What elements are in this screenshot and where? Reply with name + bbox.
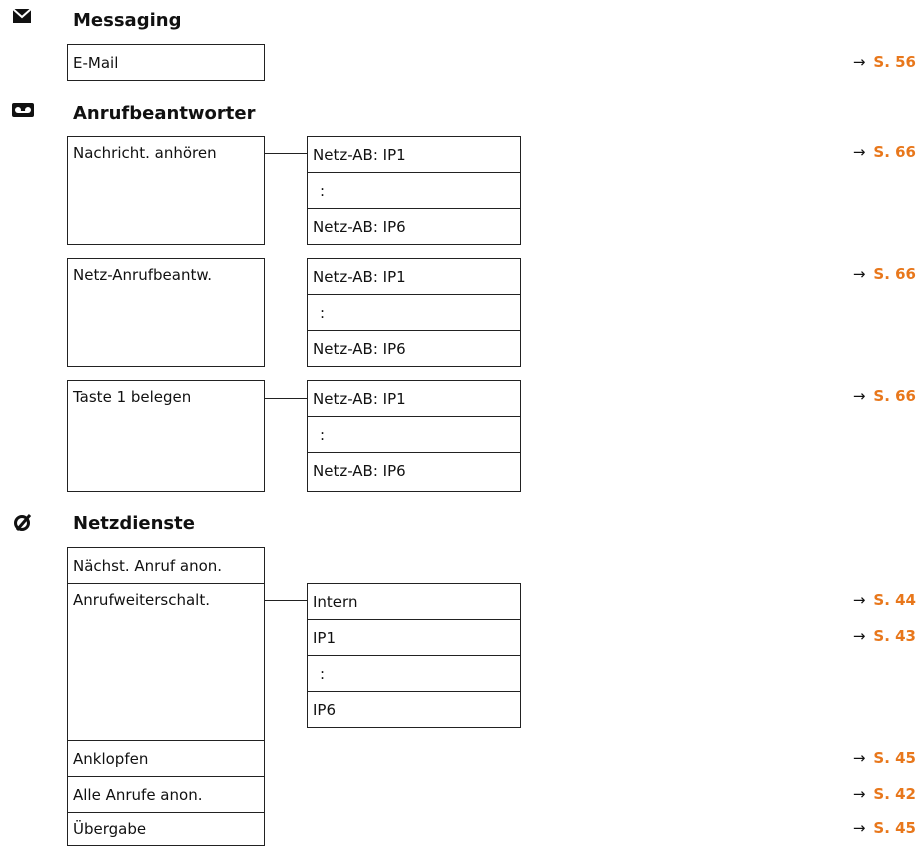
submenu-item[interactable]: Netz-AB: IP1 bbox=[307, 136, 521, 173]
messaging-title: Messaging bbox=[73, 10, 182, 31]
submenu-item-ip6[interactable]: IP6 bbox=[307, 691, 521, 728]
arrow-icon: → bbox=[852, 819, 866, 837]
menu-item-anklopfen[interactable]: Anklopfen bbox=[67, 740, 265, 777]
ab-title: Anrufbeantworter bbox=[73, 103, 256, 124]
menu-item-uebergabe[interactable]: Übergabe bbox=[67, 812, 265, 846]
menu-item-label: Netz-Anrufbeantw. bbox=[73, 266, 212, 284]
submenu-item[interactable]: Netz-AB: IP6 bbox=[307, 330, 521, 367]
menu-item-email-label: E-Mail bbox=[73, 54, 119, 72]
arrow-icon: → bbox=[852, 749, 866, 767]
arrow-icon: → bbox=[852, 785, 866, 803]
menu-item-anrufweiterschalt[interactable] bbox=[67, 583, 265, 741]
menu-item-netz-anrufbeantw[interactable] bbox=[67, 258, 265, 367]
netz-title: Netzdienste bbox=[73, 513, 195, 534]
submenu-item[interactable]: Netz-AB: IP1 bbox=[307, 380, 521, 417]
arrow-icon: → bbox=[852, 387, 866, 405]
page-ref-uebergabe[interactable]: → S. 45 bbox=[852, 819, 916, 837]
submenu-ellipsis: : bbox=[307, 294, 521, 331]
page-ref-ip1[interactable]: → S. 43 bbox=[852, 627, 916, 645]
voicemail-icon bbox=[12, 102, 34, 121]
arrow-icon: → bbox=[852, 591, 866, 609]
menu-item-alle-anrufe-anon[interactable]: Alle Anrufe anon. bbox=[67, 776, 265, 813]
menu-item-naechst-anruf-anon[interactable]: Nächst. Anruf anon. bbox=[67, 547, 265, 584]
submenu-item[interactable]: Netz-AB: IP6 bbox=[307, 208, 521, 245]
network-service-icon bbox=[13, 512, 33, 536]
page-ref-nachricht-anhoeren[interactable]: → S. 66 bbox=[852, 143, 916, 161]
page-ref-email[interactable]: → S. 56 bbox=[852, 53, 916, 71]
menu-item-label: Anrufweiterschalt. bbox=[73, 591, 210, 609]
page-ref-taste-1-belegen[interactable]: → S. 66 bbox=[852, 387, 916, 405]
menu-item-email[interactable] bbox=[67, 44, 265, 81]
submenu-ellipsis: : bbox=[307, 172, 521, 209]
connector-line bbox=[265, 600, 308, 601]
arrow-icon: → bbox=[852, 627, 866, 645]
arrow-icon: → bbox=[852, 53, 866, 71]
submenu-ellipsis: : bbox=[307, 655, 521, 692]
submenu-item-intern[interactable]: Intern bbox=[307, 583, 521, 620]
page-ref-netz-anrufbeantw[interactable]: → S. 66 bbox=[852, 265, 916, 283]
submenu-ellipsis: : bbox=[307, 416, 521, 453]
menu-item-taste-1-belegen[interactable] bbox=[67, 380, 265, 492]
submenu-item[interactable]: Netz-AB: IP1 bbox=[307, 258, 521, 295]
menu-item-nachricht-anhoeren[interactable] bbox=[67, 136, 265, 245]
envelope-icon bbox=[12, 8, 32, 28]
menu-item-label: Nachricht. anhören bbox=[73, 144, 217, 162]
page-ref-alle-anrufe-anon[interactable]: → S. 42 bbox=[852, 785, 916, 803]
submenu-item[interactable]: Netz-AB: IP6 bbox=[307, 452, 521, 492]
arrow-icon: → bbox=[852, 143, 866, 161]
arrow-icon: → bbox=[852, 265, 866, 283]
submenu-item-ip1[interactable]: IP1 bbox=[307, 619, 521, 656]
connector-line bbox=[265, 153, 308, 154]
menu-item-label: Taste 1 belegen bbox=[73, 388, 192, 406]
connector-line bbox=[265, 398, 308, 399]
page-ref-intern[interactable]: → S. 44 bbox=[852, 591, 916, 609]
page-ref-anklopfen[interactable]: → S. 45 bbox=[852, 749, 916, 767]
